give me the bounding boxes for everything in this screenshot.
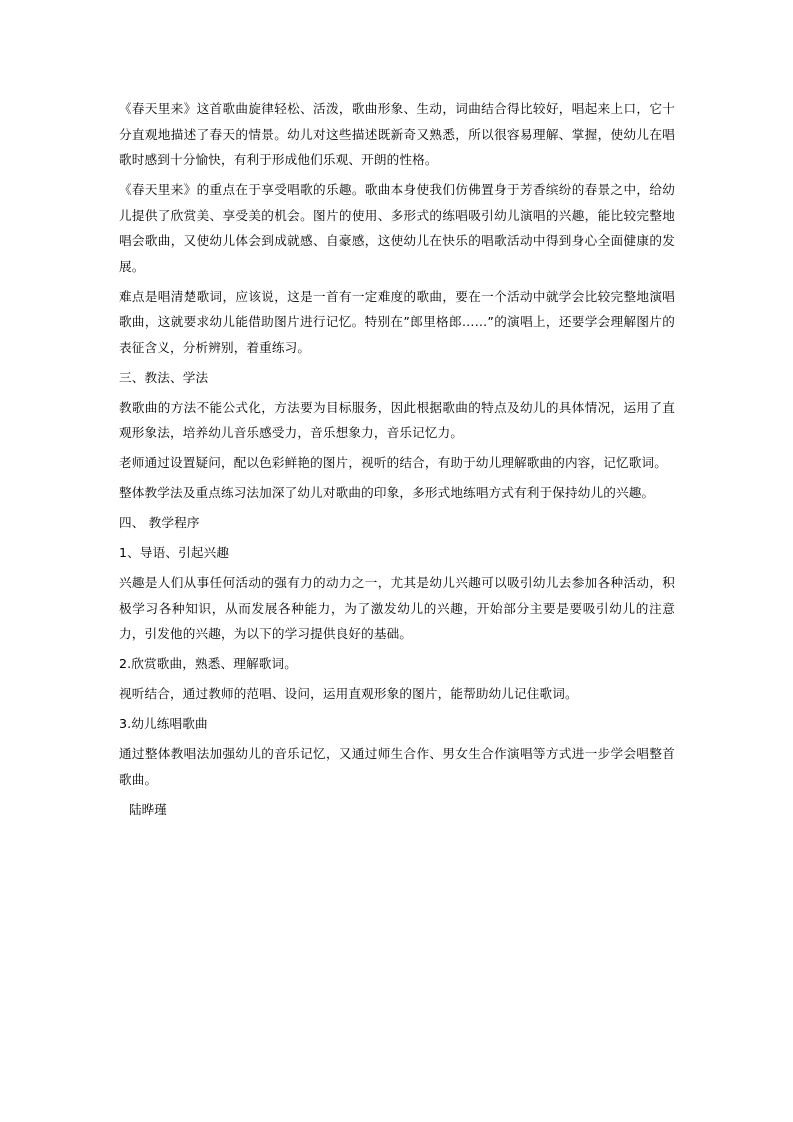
difficulty-paragraph: 难点是唱清楚歌词，应该说，这是一首有一定难度的歌曲，要在一个活动中就学会比较完整地演唱歌曲，这就要求幼儿能借助图片进行记忆。特别在”郎里格郎……”的演唱上，还要学会理解图片的表征含义，分析辨别，着重练习。 [119,288,675,355]
step-paragraph-1: 兴趣是人们从事任何活动的强有力的动力之一，尤其是幼儿兴趣可以吸引幼儿去参加各种活动，积极学习各种知识，从而发展各种能力，为了激发幼儿的兴趣，开始部分主要是要吸引幼儿的注意力，引发他的兴趣，为以下的学习提供良好的基础。 [119,575,675,641]
step-heading-2: 2.欣赏歌曲，熟悉、理解歌词。 [119,656,297,671]
key-point-paragraph: 《春天里来》的重点在于享受唱歌的乐趣。歌曲本身使我们仿佛置身于芳香缤纷的春景之中，给幼儿提供了欣赏美、享受美的机会。图片的使用、多形式的练唱吸引幼儿演唱的兴趣，能比较完整地唱会歌曲，又使幼儿体会到成就感、自豪感，这使幼儿在快乐的唱歌活动中得到身心全面健康的发展。 [119,182,675,274]
section-heading-teaching-methods: 三、教法、学法 [119,369,209,385]
methods-paragraph-1: 教歌曲的方法不能公式化，方法要为目标服务，因此根据歌曲的特点及幼儿的具体情况，运用了直观形象法，培养幼儿音乐感受力，音乐想象力，音乐记忆力。 [119,399,675,440]
intro-paragraph: 《春天里来》这首歌曲旋律轻松、活泼，歌曲形象、生动，词曲结合得比较好，唱起来上口，它十分直观地描述了春天的情景。幼儿对这些描述既新奇又熟悉，所以很容易理解、掌握，使幼儿在唱歌时感到十分愉快，有利于形成他们乐观、开朗的性格。 [119,101,675,167]
step-heading-1: 1、导语、引起兴趣 [119,545,230,560]
step-paragraph-2: 视听结合，通过教师的范唱、设问，运用直观形象的图片，能帮助幼儿记住歌词。 [119,686,578,701]
author-name: 陆晔瑾 [129,801,167,817]
section-heading-teaching-procedure: 四、 教学程序 [119,515,200,530]
step-paragraph-3: 通过整体教唱法加强幼儿的音乐记忆，又通过师生合作、男女生合作演唱等方式进一步学会唱整首歌曲。 [119,746,675,787]
methods-paragraph-3: 整体教学法及重点练习法加深了幼儿对歌曲的印象，多形式地练唱方式有利于保持幼儿的兴趣。 [119,485,655,500]
document-body [119,96,675,822]
methods-paragraph-2: 老师通过设置疑问，配以色彩鲜艳的图片，视听的结合，有助于幼儿理解歌曲的内容，记忆歌词。 [119,455,667,470]
step-heading-3: 3.幼儿练唱歌曲 [119,716,208,731]
